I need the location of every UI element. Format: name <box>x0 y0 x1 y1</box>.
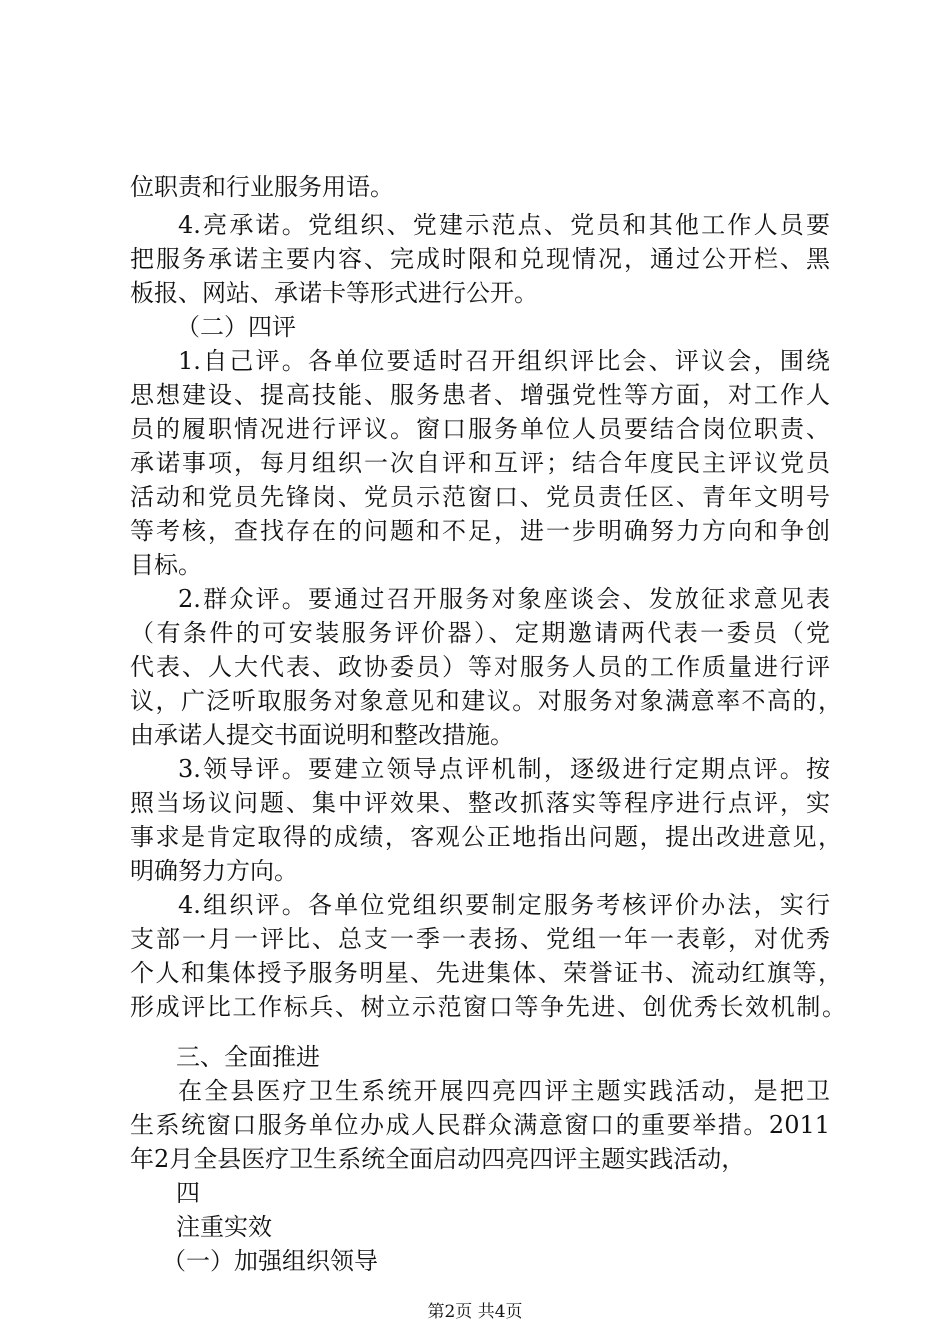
text-line: 议，广泛听取服务对象意见和建议。对服务对象满意率不高的， <box>130 687 842 715</box>
section-heading: 注重实效 <box>176 1213 272 1241</box>
text-line: 4.亮承诺。党组织、党建示范点、党员和其他工作人员要 <box>178 211 830 239</box>
text-line: 位职责和行业服务用语。 <box>130 173 394 201</box>
text-line: 事求是肯定取得的成绩，客观公正地指出问题，提出改进意见， <box>130 823 842 851</box>
page-footer: 第2页 共4页 <box>427 1302 523 1322</box>
text-line: 板报、网站、承诺卡等形式进行公开。 <box>130 279 538 307</box>
text-line: 承诺事项，每月组织一次自评和互评；结合年度民主评议党员 <box>130 449 830 477</box>
text-line: 由承诺人提交书面说明和整改措施。 <box>130 721 514 749</box>
text-line: 代表、人大代表、政协委员）等对服务人员的工作质量进行评 <box>130 653 830 681</box>
text-line: 4.组织评。各单位党组织要制定服务考核评价办法，实行 <box>178 891 830 919</box>
text-line: 3.领导评。要建立领导点评机制，逐级进行定期点评。按 <box>178 755 830 783</box>
text-line: 支部一月一评比、总支一季一表扬、党组一年一表彰，对优秀 <box>130 925 830 953</box>
section-heading: （一）加强组织领导 <box>162 1247 378 1275</box>
text-line: 员的履职情况进行评议。窗口服务单位人员要结合岗位职责、 <box>130 415 830 443</box>
text-line: 生系统窗口服务单位办成人民群众满意窗口的重要举措。2011 <box>130 1111 830 1139</box>
text-line: 目标。 <box>130 551 202 579</box>
text-line: 四 <box>176 1179 200 1207</box>
text-line: 活动和党员先锋岗、党员示范窗口、党员责任区、青年文明号 <box>130 483 830 511</box>
text-line: 等考核，查找存在的问题和不足，进一步明确努力方向和争创 <box>130 517 830 545</box>
text-line: 明确努力方向。 <box>130 857 298 885</box>
text-line: 照当场议问题、集中评效果、整改抓落实等程序进行点评，实 <box>130 789 830 817</box>
text-line: 年2月全县医疗卫生系统全面启动四亮四评主题实践活动， <box>130 1145 746 1173</box>
text-line: （有条件的可安装服务评价器）、定期邀请两代表一委员（党 <box>130 619 830 647</box>
text-line: 在全县医疗卫生系统开展四亮四评主题实践活动，是把卫 <box>178 1077 830 1105</box>
section-heading: 三、全面推进 <box>176 1043 320 1071</box>
text-line: 2.群众评。要通过召开服务对象座谈会、发放征求意见表 <box>178 585 830 613</box>
text-line: 1.自己评。各单位要适时召开组织评比会、评议会，围绕 <box>178 347 830 375</box>
text-line: 把服务承诺主要内容、完成时限和兑现情况，通过公开栏、黑 <box>130 245 830 273</box>
section-heading: （二）四评 <box>176 313 296 341</box>
text-line: 形成评比工作标兵、树立示范窗口等争先进、创优秀长效机制。 <box>130 993 846 1021</box>
text-line: 思想建设、提高技能、服务患者、增强党性等方面，对工作人 <box>130 381 830 409</box>
text-line: 个人和集体授予服务明星、先进集体、荣誉证书、流动红旗等， <box>130 959 842 987</box>
